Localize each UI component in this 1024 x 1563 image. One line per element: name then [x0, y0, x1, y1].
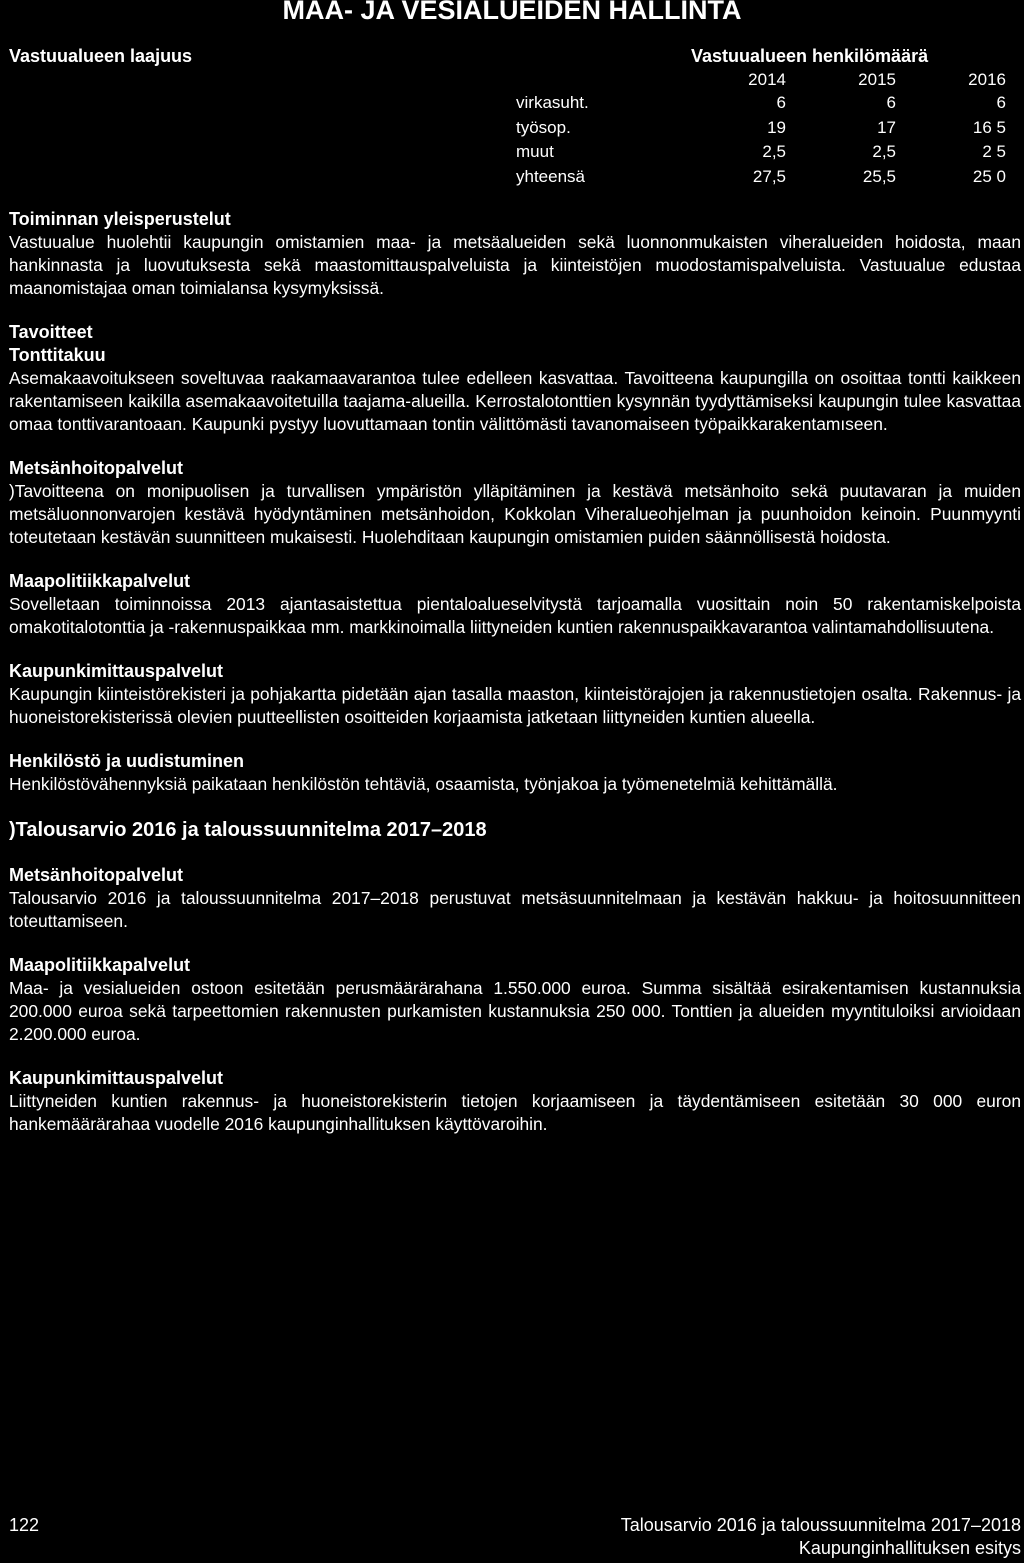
section-heading: Kaupunkimittauspalvelut	[9, 1068, 224, 1088]
staff-years-row	[516, 69, 1006, 91]
scope-heading: Vastuualueen laajuus	[9, 46, 193, 66]
section-land-policy	[9, 570, 1021, 639]
section-text: Maa- ja vesialueiden ostoon esitetään perusmäärärahana 1.550.000 euroa. Summa sisältää esirakentamisen kustannuksia 200.000 euroa sekä tarpeettomien rakennusten purkamisten kustannuksia 250 000. Tonttien ja alueiden myyntituloiksi arvioidaan 2.200.000 euroa.	[9, 978, 1021, 1044]
section-text: )Tavoitteena on monipuolisen ja turvallisen ympäristön ylläpitäminen ja kestävä metsänhoito sekä puutavaran ja muiden metsäluonnonvarojen kestävä hyödyntäminen metsänhoidon, Kokkolan Viheralueohjelman ja puunhoidon keinoin. Puunmyynti toteutetaan kestävän suunnitteen mukaisesti. Huolehditaan kaupungin omistamien puiden säännöllisestä hoidosta.	[9, 481, 1021, 547]
staff-year-spacer	[516, 69, 676, 91]
section-general-grounds	[9, 208, 1021, 300]
staff-row	[516, 91, 1006, 116]
section-subheading: Tonttitakuu	[9, 345, 106, 365]
staff-value: 17	[877, 117, 896, 137]
staff-value: 6	[886, 93, 896, 113]
section-heading: Henkilöstö ja uudistuminen	[9, 751, 245, 771]
section-heading: Maapolitiikkapalvelut	[9, 955, 191, 975]
budget-title: )Talousarvio 2016 ja taloussuunnitelma 2017–2018	[9, 819, 487, 841]
document-body	[9, 208, 1021, 1136]
staff-value: 6	[996, 93, 1006, 113]
section-text: Kaupungin kiinteistörekisteri ja pohjakartta pidetään ajan tasalla maaston, kiinteistörajojen ja rakennustietojen osalta. Rakennus- ja huoneistorekisterissä olevien puutteellisten osoitteiden korjaamista jatketaan liittyneiden kuntien alueella.	[9, 684, 1021, 727]
section-heading: Kaupunkimittauspalvelut	[9, 661, 224, 681]
staff-year: 2016	[968, 70, 1006, 89]
staff-row	[516, 116, 1006, 141]
staff-value: 19	[767, 117, 786, 137]
staff-value: 25 0	[972, 166, 1006, 186]
section-forestry	[9, 457, 1021, 549]
staff-year: 2014	[748, 70, 786, 89]
section-surveying	[9, 660, 1021, 729]
staff-row-label: muut	[516, 142, 554, 162]
section-heading: Metsänhoitopalvelut	[9, 865, 184, 885]
page-number: 122	[9, 1515, 40, 1535]
staff-value: 6	[776, 93, 786, 113]
staff-row	[516, 140, 1006, 165]
staff-year: 2015	[858, 70, 896, 89]
section-text: Liittyneiden kuntien rakennus- ja huoneistorekisterin tietojen korjaamiseen ja täydentämiseen esitetään 30 000 euron hankemäärärahaa vuodelle 2016 kaupunginhallituksen käyttövaroihin.	[9, 1091, 1021, 1134]
staff-row-label: yhteensä	[516, 166, 585, 186]
section-text: Talousarvio 2016 ja taloussuunnitelma 2017–2018 perustuvat metsäsuunnitelmaan ja kestävän hakkuu- ja hoitosuunnitteen toteuttamiseen.	[9, 888, 1021, 931]
section-heading: Toiminnan yleisperustelut	[9, 209, 231, 229]
budget-title-block	[9, 817, 1021, 843]
footer-document-status: Kaupunginhallituksen esitys	[798, 1538, 1021, 1558]
section-goals	[9, 321, 1021, 436]
staff-table	[516, 69, 1006, 189]
section-text: Asemakaavoitukseen soveltuvaa raakamaavarantoa tulee edelleen kasvattaa. Tavoitteena kaupungilla on osoittaa tontti kaikkeen rakentamiseen kaikilla asemakaavoitetuilla taajama-alueilla. Kerrostalotonttien kysynnän tyydyttämiseksi kaupungin tulee kasvattaa omaa tonttivarantoaan. Kaupunki pystyy luovuttamaan tontin välittömästi tavanomaiseen työpaikkarakentamıseen.	[9, 368, 1021, 434]
section-heading: Metsänhoitopalvelut	[9, 458, 184, 478]
section-heading: Maapolitiikkapalvelut	[9, 571, 191, 591]
footer-document-title: Talousarvio 2016 ja taloussuunnitelma 2017–2018	[620, 1515, 1021, 1535]
section-text: Vastuualue huolehtii kaupungin omistamien maa- ja metsäalueiden sekä luonnonmukaisten viheralueiden hoidosta, maan hankinnasta ja luovutuksesta sekä maastomittauspalveluista ja kiinteistöjen muodostamispalveluista. Vastuualue edustaa maanomistajaa oman toimialansa kysymyksissä.	[9, 232, 1021, 298]
staff-row-label: virkasuht.	[516, 93, 589, 113]
staff-value: 2,5	[872, 142, 896, 162]
section-personnel	[9, 750, 1021, 796]
staff-row	[516, 165, 1006, 190]
staff-value: 27,5	[752, 166, 786, 186]
page-title: MAA- JA VESIALUEIDEN HALLINTA	[282, 0, 742, 25]
staff-value: 2,5	[762, 142, 786, 162]
page-footer	[9, 1514, 1021, 1560]
budget-section-land-policy	[9, 954, 1021, 1046]
staff-value: 2 5	[982, 142, 1006, 162]
staff-row-label: työsop.	[516, 117, 571, 137]
budget-section-forestry	[9, 864, 1021, 933]
section-heading: Tavoitteet	[9, 322, 93, 342]
section-text: Henkilöstövähennyksiä paikataan henkilöstön tehtäviä, osaamista, työnjakoa ja työmenetelmiä kehittämällä.	[9, 774, 838, 794]
staff-value: 25,5	[862, 166, 896, 186]
budget-section-surveying	[9, 1067, 1021, 1136]
section-text: Sovelletaan toiminnoissa 2013 ajantasaistettua pientaloalueselvitystä tarjoamalla vuosittain noin 50 rakentamiskelpoista omakotitalotonttia ja -rakennuspaikkaa mm. markkinoimalla liittyneiden kuntien rakennuspaikkavarantoa valintamahdollisuutena.	[9, 594, 1021, 637]
staff-heading: Vastuualueen henkilömäärä	[691, 46, 929, 66]
staff-value: 16 5	[972, 117, 1006, 137]
